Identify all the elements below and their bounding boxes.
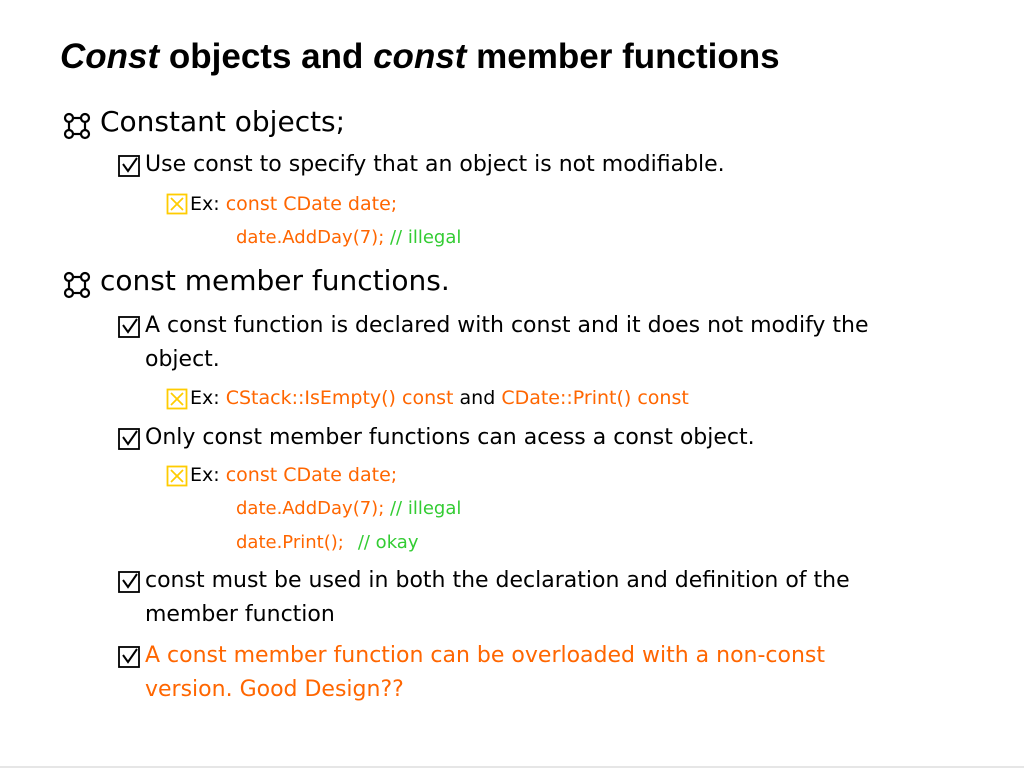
text-line-1: const must be used in both the declaration and definition of the xyxy=(145,568,850,593)
comment-okay: // okay xyxy=(357,532,419,553)
code-const-cdate: const CDate date; xyxy=(225,464,398,486)
checked-box-icon xyxy=(117,645,141,669)
text-line-1: A const function is declared with const and it does not modify the xyxy=(145,313,869,338)
code-adday: date.AddDay(7); xyxy=(236,227,385,248)
code-isempty: CStack::IsEmpty() const xyxy=(225,387,454,409)
code-line-print xyxy=(236,531,418,555)
text-line-1: A const member function can be overloaded with a non-const xyxy=(145,643,826,668)
code-line-adday xyxy=(236,497,461,521)
ex-label: Ex: xyxy=(190,193,226,215)
bullet-const-member-functions: const member functions. xyxy=(100,264,450,297)
example-1 xyxy=(190,191,397,217)
crossed-box-icon xyxy=(166,465,188,487)
bullet-constant-objects: Constant objects; xyxy=(100,105,346,138)
text-const-declaration-definition xyxy=(145,564,850,632)
command-key-icon xyxy=(62,107,92,141)
text-line-2: member function xyxy=(145,602,335,627)
text-line-2: version. Good Design?? xyxy=(145,677,404,702)
ex-label: Ex: xyxy=(190,387,226,409)
text-use-const: Use const to specify that an object is not modifiable. xyxy=(145,152,725,177)
checked-box-icon xyxy=(117,315,141,339)
code-const-cdate: const CDate date; xyxy=(225,193,398,215)
text-const-function-declared xyxy=(145,309,869,377)
title-const-italic: Const xyxy=(60,37,160,76)
title-member-functions: member functions xyxy=(466,37,780,76)
title-const-italic-2: const xyxy=(373,37,467,76)
code-print: CDate::Print() const xyxy=(501,387,689,409)
text-and: and xyxy=(453,387,502,409)
checked-box-icon xyxy=(117,427,141,451)
text-line-2: object. xyxy=(145,347,220,372)
crossed-box-icon xyxy=(166,388,188,410)
text-only-const-access: Only const member functions can acess a const object. xyxy=(145,425,755,450)
checked-box-icon xyxy=(117,154,141,178)
comment-illegal: // illegal xyxy=(384,227,462,248)
ex-label: Ex: xyxy=(190,464,226,486)
command-key-icon xyxy=(62,266,92,300)
text-overloaded-good-design xyxy=(145,639,825,707)
example-2 xyxy=(190,385,689,411)
crossed-box-icon xyxy=(166,193,188,215)
code-adday: date.AddDay(7); xyxy=(236,498,385,519)
slide-title xyxy=(60,34,780,80)
example-3 xyxy=(190,462,397,488)
title-objects-and: objects and xyxy=(159,37,374,76)
code-date-print: date.Print(); xyxy=(236,532,344,553)
comment-illegal: // illegal xyxy=(384,498,462,519)
code-line-adday xyxy=(236,226,461,250)
checked-box-icon xyxy=(117,570,141,594)
